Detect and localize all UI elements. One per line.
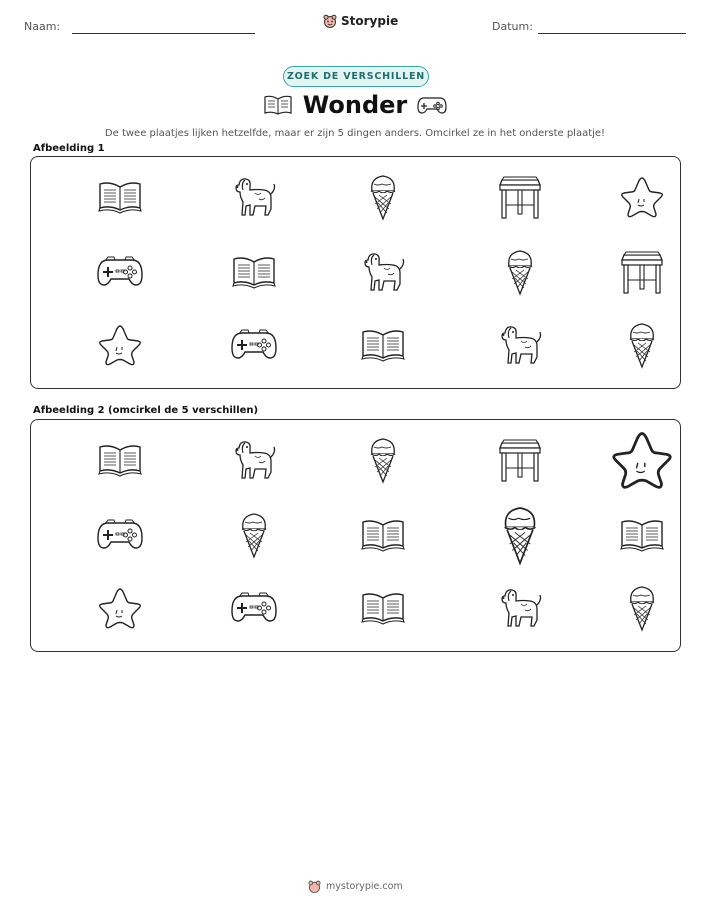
book-icon (214, 236, 294, 308)
gamepad-icon[interactable] (80, 499, 160, 571)
desk-icon[interactable] (480, 424, 560, 496)
icecream-icon (480, 236, 560, 308)
dog-icon (214, 161, 294, 233)
icecream-icon (602, 309, 682, 381)
dog-icon (480, 309, 560, 381)
book-icon (80, 161, 160, 233)
icecream-icon[interactable] (343, 424, 423, 496)
name-label: Naam: (24, 20, 61, 33)
dog-icon[interactable] (214, 424, 294, 496)
icecream-icon[interactable] (214, 499, 294, 571)
footer (308, 880, 403, 893)
star-icon[interactable] (80, 572, 160, 644)
star-icon (80, 309, 160, 381)
instructions: De twee plaatjes lijken hetzelfde, maar er zijn 5 dingen anders. Omcirkel ze in het onderste plaatje! (104, 128, 606, 139)
page-title: Wonder (302, 91, 408, 119)
dog-icon[interactable] (480, 572, 560, 644)
dog-icon (343, 236, 423, 308)
date-label: Datum: (492, 20, 533, 33)
activity-badge: ZOEK DE VERSCHILLEN (283, 66, 429, 87)
footer-url: mystorypie.com (326, 881, 403, 892)
date-field[interactable] (538, 33, 686, 34)
name-field[interactable] (72, 33, 255, 34)
desk-icon (480, 161, 560, 233)
storypie-logo-icon (323, 14, 337, 28)
icecream-icon (343, 161, 423, 233)
gamepad-icon (416, 95, 448, 119)
brand-name: Storypie (341, 14, 399, 28)
gamepad-icon (214, 309, 294, 381)
picture1-label: Afbeelding 1 (33, 143, 105, 154)
desk-icon (602, 236, 682, 308)
star-icon[interactable] (602, 424, 682, 496)
book-icon[interactable] (343, 572, 423, 644)
gamepad-icon[interactable] (214, 572, 294, 644)
book-icon[interactable] (343, 499, 423, 571)
brand-logo (323, 14, 398, 28)
icecream-icon[interactable] (480, 499, 560, 571)
book-icon[interactable] (602, 499, 682, 571)
storypie-logo-icon (308, 880, 321, 893)
gamepad-icon (80, 236, 160, 308)
star-icon (602, 161, 682, 233)
book-icon[interactable] (80, 424, 160, 496)
picture2-label: Afbeelding 2 (omcirkel de 5 verschillen) (33, 405, 259, 416)
book-icon (343, 309, 423, 381)
icecream-icon[interactable] (602, 572, 682, 644)
book-icon (263, 94, 293, 120)
